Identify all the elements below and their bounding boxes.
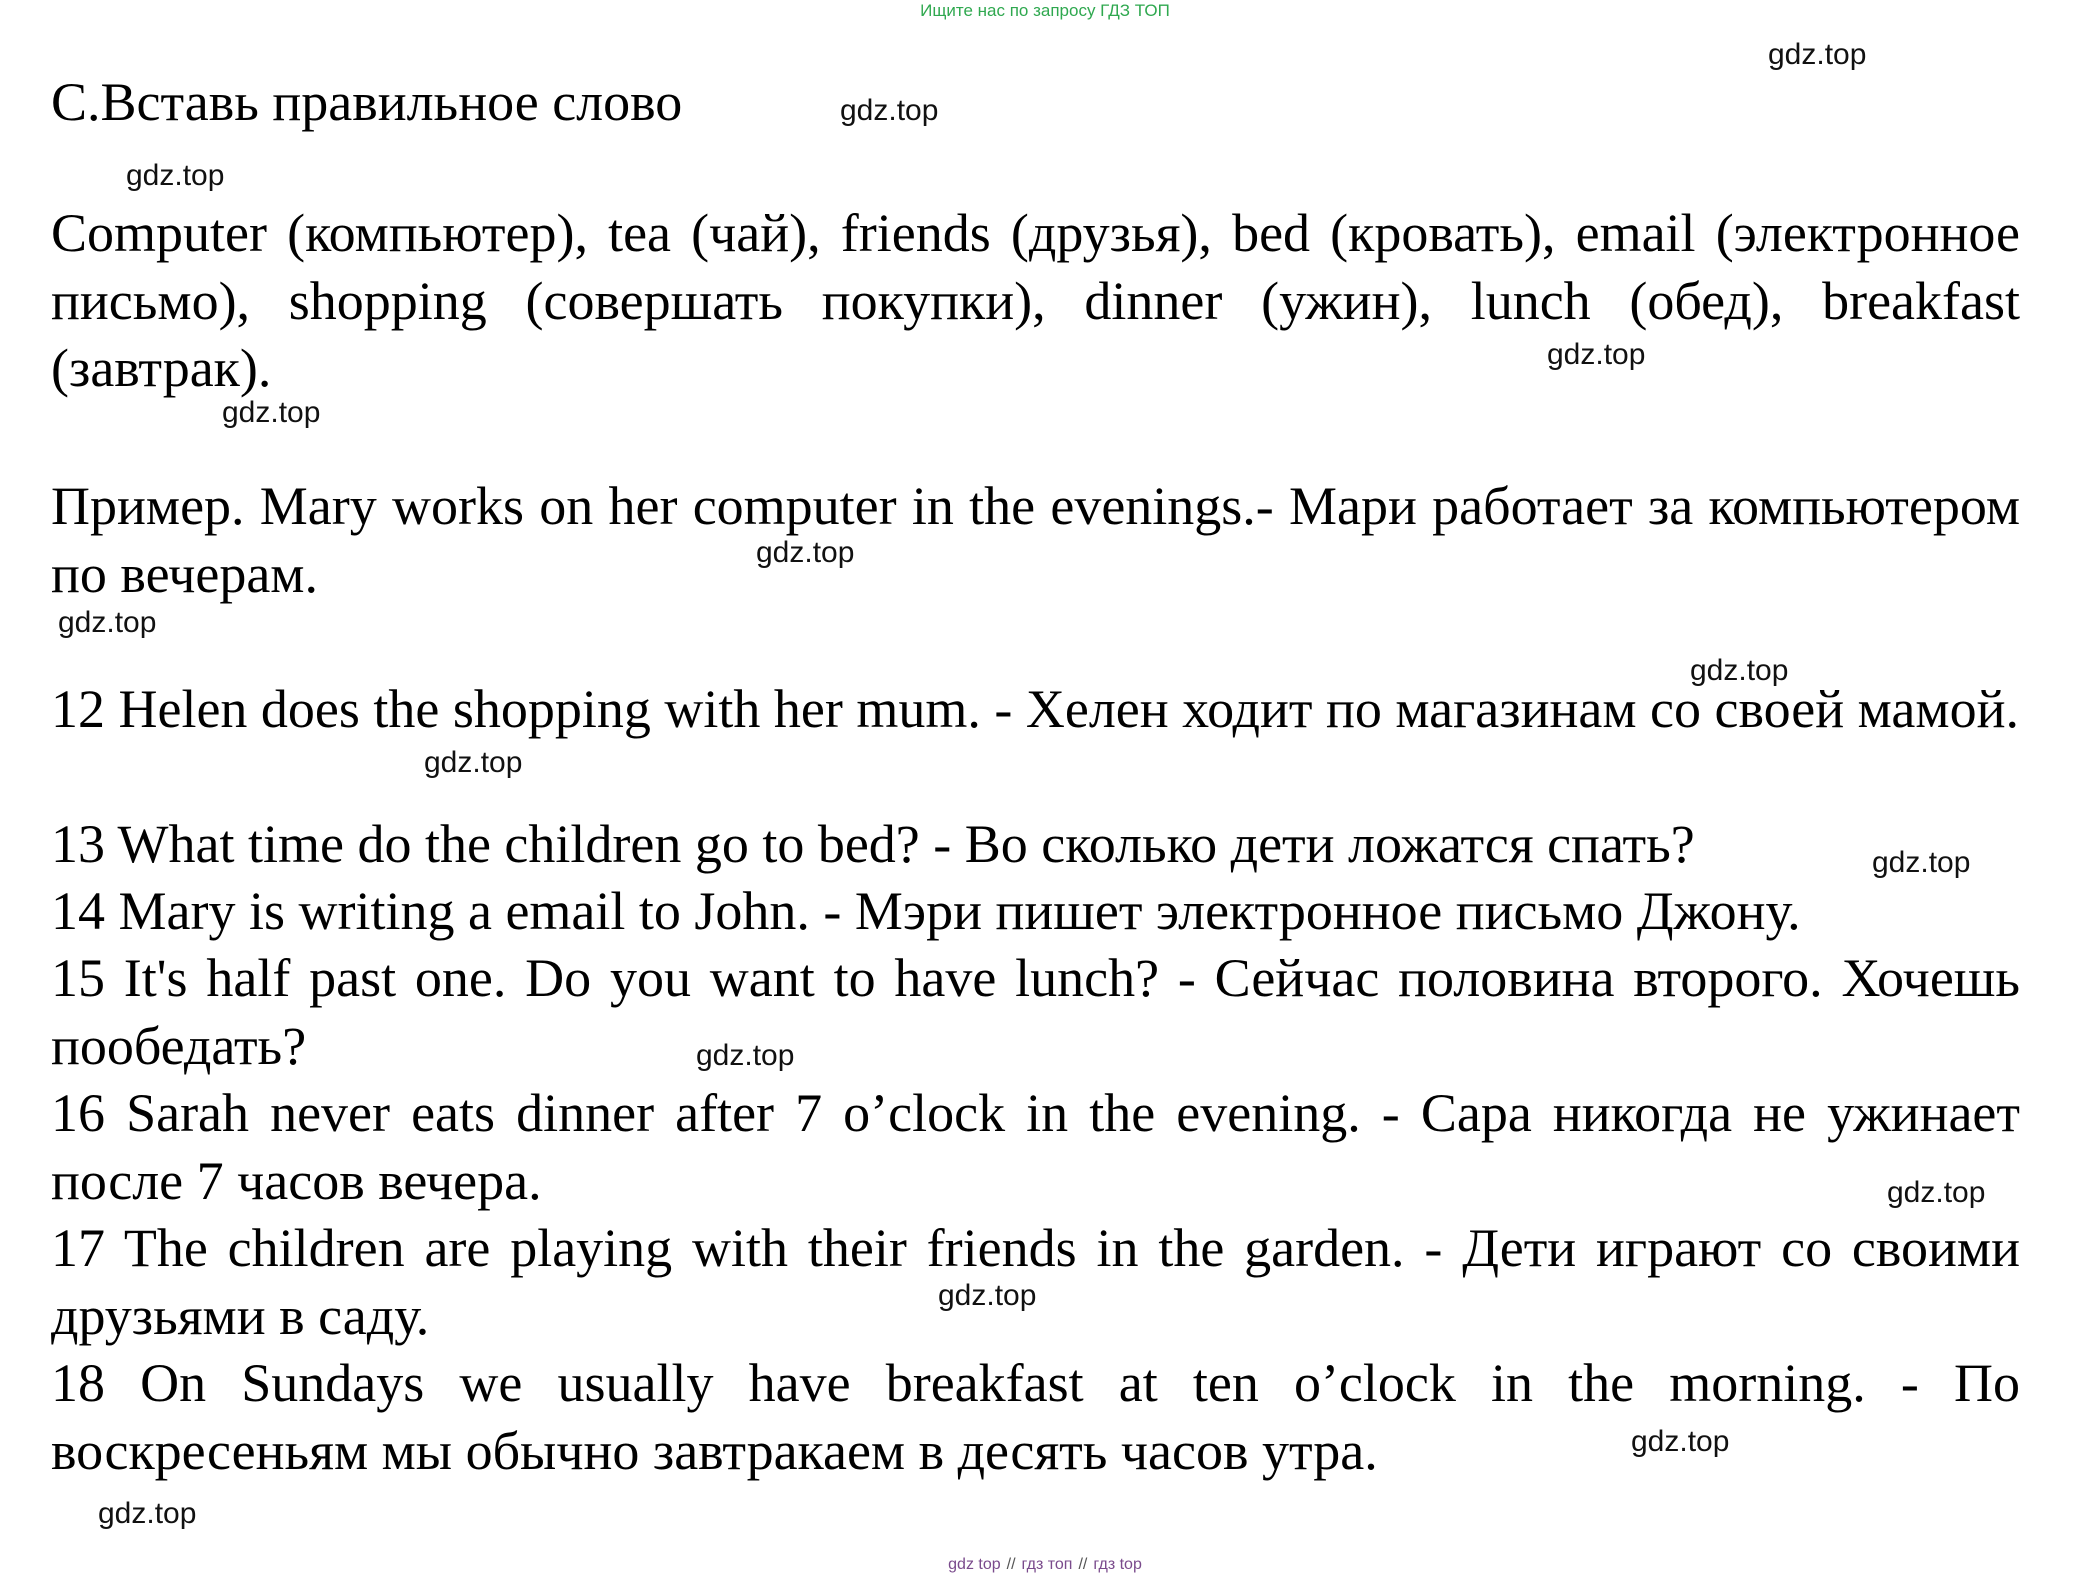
footer-link-gdz-top-mixed[interactable]: гдз top — [1093, 1556, 1142, 1573]
watermark: gdz.top — [1547, 338, 1646, 371]
example-sentence: Пример. Mary works on her computer in the evenings.- Мари работает за компьютером по вечерам. — [51, 476, 2020, 604]
watermark: gdz.top — [1690, 654, 1789, 687]
watermark: gdz.top — [1768, 38, 1867, 71]
answer-14: 14 Mary is writing a email to John. - Мэри пишет электронное письмо Джону. — [51, 881, 1801, 941]
watermark: gdz.top — [840, 94, 939, 127]
footer-link-gdz-top[interactable]: gdz top — [948, 1556, 1001, 1573]
watermark: gdz.top — [98, 1497, 197, 1530]
answer-13: 13 What time do the children go to bed? - Во сколько дети ложатся спать? — [51, 814, 1695, 874]
watermark: gdz.top — [1631, 1425, 1730, 1458]
footer-links — [0, 1555, 2090, 1575]
watermark: gdz.top — [756, 536, 855, 569]
watermark: gdz.top — [1887, 1176, 1986, 1209]
word-list: Computer (компьютер), tea (чай), friends (друзья), bed (кровать), email (электронное письмо), shopping (совершать покупки), dinner (ужин), lunch (обед), breakfast (завтрак). — [51, 203, 2020, 398]
watermark: gdz.top — [58, 606, 157, 639]
watermark: gdz.top — [126, 159, 225, 192]
answer-16: 16 Sarah never eats dinner after 7 o’clock in the evening. - Сара никогда не ужинает после 7 часов вечера. — [51, 1083, 2020, 1211]
watermark: gdz.top — [1872, 846, 1971, 879]
answer-12: 12 Helen does the shopping with her mum. - Хелен ходит по магазинам со своей мамой. — [51, 679, 2019, 739]
watermark: gdz.top — [222, 396, 321, 429]
search-hint-banner: Ищите нас по запросу ГДЗ ТОП — [920, 1, 1170, 20]
watermark: gdz.top — [696, 1039, 795, 1072]
exercise-heading: C.Вставь правильное слово — [51, 72, 683, 132]
footer-separator: // — [1006, 1556, 1016, 1573]
answer-18: 18 On Sundays we usually have breakfast at ten o’clock in the morning. - По воскресеньям мы обычно завтракаем в десять часов утра. — [51, 1353, 2020, 1481]
answer-15: 15 It's half past one. Do you want to have lunch? - Сейчас половина второго. Хочешь пообедать? — [51, 948, 2020, 1076]
watermark: gdz.top — [938, 1279, 1037, 1312]
footer-separator: // — [1078, 1556, 1088, 1573]
watermark: gdz.top — [424, 746, 523, 779]
answer-17: 17 The children are playing with their friends in the garden. - Дети играют со своими друзьями в саду. — [51, 1218, 2020, 1346]
footer-link-gdz-top-ru[interactable]: гдз топ — [1021, 1556, 1073, 1573]
